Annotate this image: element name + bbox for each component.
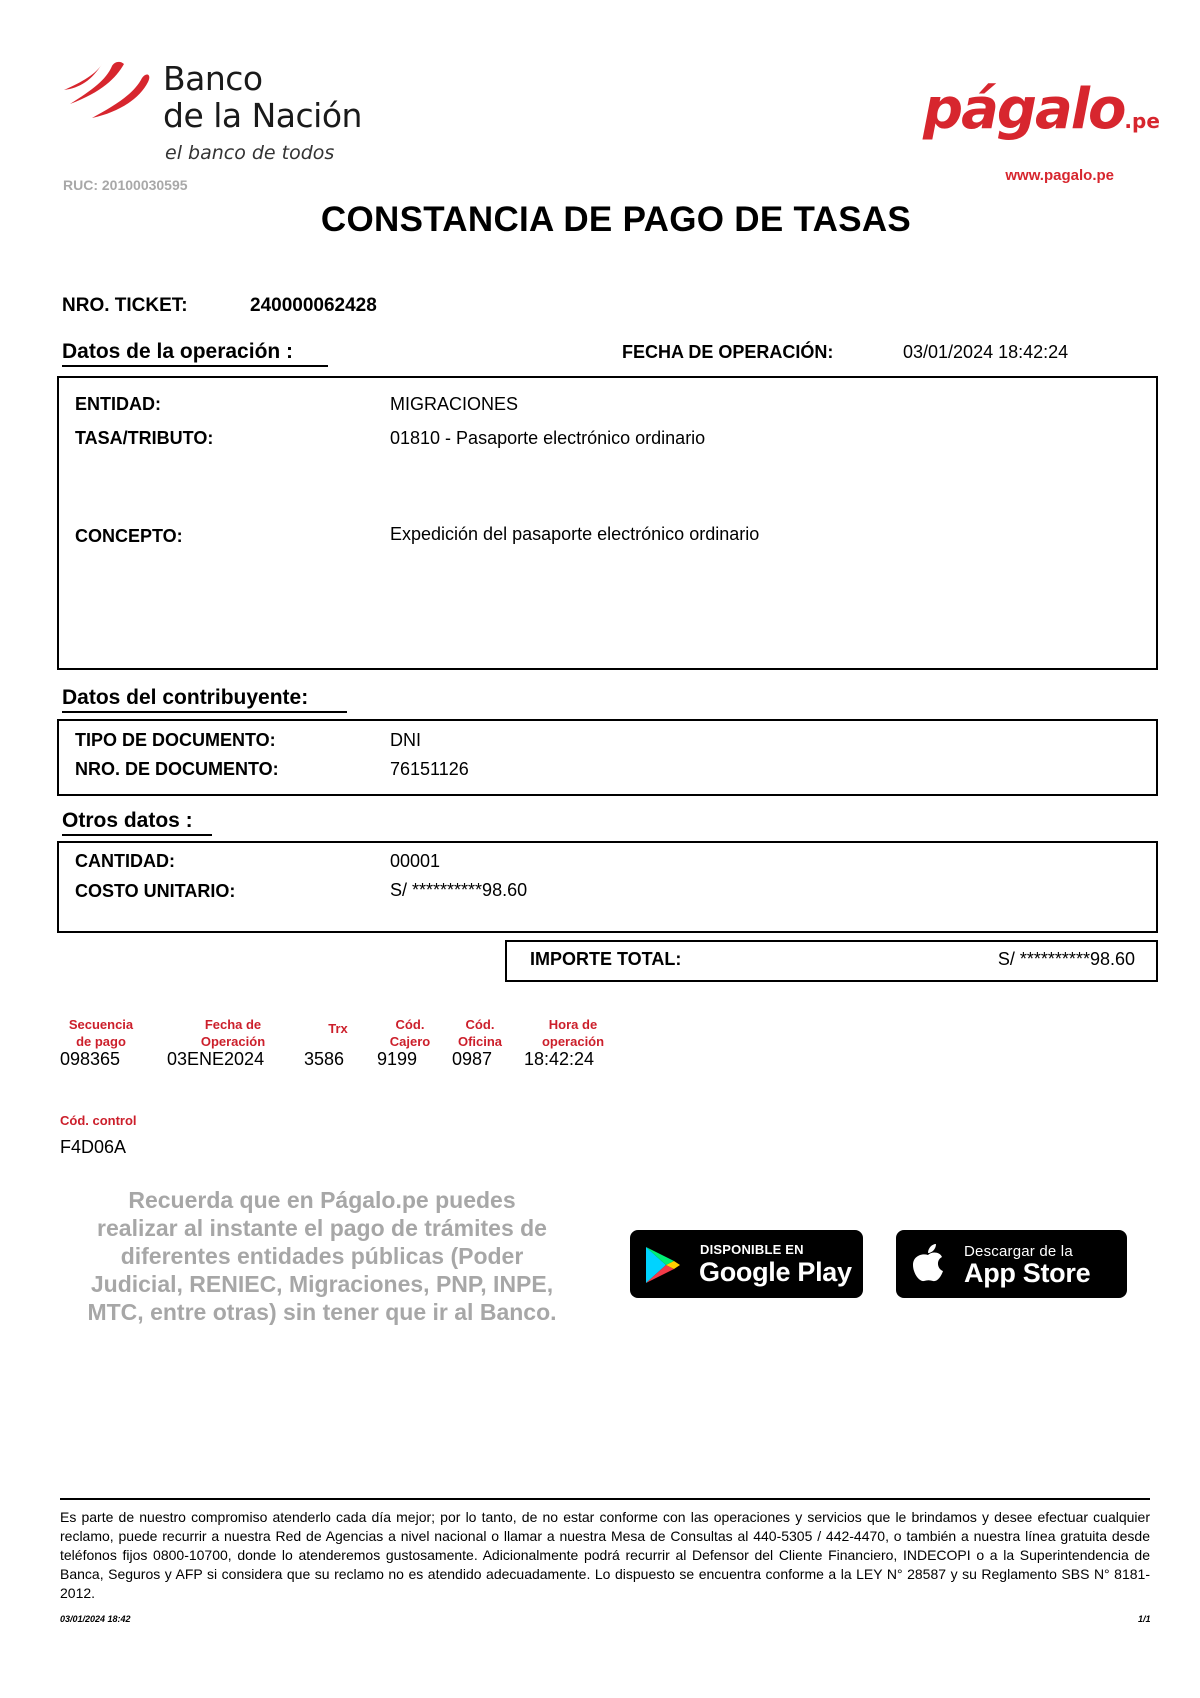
operation-date-value: 03/01/2024 18:42:24 (903, 342, 1069, 362)
tasa-label: TASA/TRIBUTO: (75, 428, 214, 448)
cod-control-label: Cód. control (60, 1113, 137, 1128)
pagalo-logo (923, 77, 1160, 142)
fecha-operacion-label: Fecha de Operación (200, 1017, 266, 1049)
trx-value: 3586 (304, 1049, 345, 1069)
fecha-operacion-value: 03ENE2024 (167, 1049, 265, 1069)
apple-icon (910, 1243, 946, 1283)
operation-date-label: FECHA DE OPERACIÓN: (622, 342, 834, 362)
promo-text: Recuerda que en Págalo.pe puedes realizar al instante el pago de trámites de diferentes entidades públicas (Poder Judicial, RENIEC, Migraciones, PNP, INPE, MTC, entre otras) sin tener que ir al Banco. (87, 1187, 557, 1325)
pagalo-url[interactable]: www.pagalo.pe (1005, 167, 1114, 184)
concepto-value: Expedición del pasaporte electrónico ordinario (390, 524, 760, 544)
tipo-documento-value: DNI (390, 730, 421, 750)
cod-cajero-label: Cód. Cajero (389, 1017, 431, 1049)
cantidad-value: 00001 (390, 851, 441, 871)
hora-operacion-label: Hora de operación (541, 1017, 605, 1049)
operation-box (57, 376, 1158, 670)
footer-divider (60, 1498, 1150, 1500)
footer-timestamp: 03/01/2024 18:42 (60, 1614, 131, 1624)
trx-label: Trx (328, 1021, 348, 1036)
ticket-label: NRO. TICKET: (62, 295, 188, 316)
banco-nacion-swoosh-icon (62, 60, 152, 122)
cod-control-value: F4D06A (60, 1137, 127, 1157)
ticket-value: 240000062428 (250, 295, 377, 316)
importe-total-label: IMPORTE TOTAL: (530, 949, 682, 969)
app-store-button[interactable] (896, 1230, 1127, 1298)
concepto-label: CONCEPTO: (75, 526, 183, 546)
tipo-documento-label: TIPO DE DOCUMENTO: (75, 730, 276, 750)
pagalo-brand: págalo (923, 77, 1125, 142)
footer-disclaimer: Es parte de nuestro compromiso atenderlo cada día mejor; por lo tanto, de no estar conforme con las operaciones y servicios que le brindamos y desee efectuar cualquier reclamo, puede recurrir a nuestra Red de Agencias a nivel nacional o llamar a nuestra Mesa de Consultas al 440-5305 / 442-4470, o también a nuestra línea gratuita desde teléfonos fijos 0800-10700, donde lo atenderemos gustosamente. Adicionalmente podrá recurrir al Defensor del Cliente Financiero, INDECOPI o a la Superintendencia de Banca, Seguros y AFP si considera que su reclamo no es atendido adecuadamente. Lo dispuesto se encuentra conforme a la LEY N° 28587 y su Reglamento SBS N° 8181-2012. (60, 1509, 1150, 1601)
google-play-big-text: Google Play (699, 1257, 852, 1287)
bank-name-line2: de la Nación (163, 96, 362, 135)
secuencia-value: 098365 (60, 1049, 121, 1069)
costo-unitario-label: COSTO UNITARIO: (75, 881, 236, 901)
bank-name (163, 60, 362, 134)
bank-slogan: el banco de todos (165, 142, 335, 164)
footer-page-number: 1/1 (1138, 1614, 1151, 1624)
cod-cajero-value: 9199 (377, 1049, 418, 1069)
importe-total-value: S/ **********98.60 (997, 949, 1135, 969)
app-store-small-text: Descargar de la (964, 1243, 1073, 1260)
pagalo-suffix: .pe (1124, 109, 1160, 133)
page-title: CONSTANCIA DE PAGO DE TASAS (320, 200, 912, 239)
google-play-button[interactable] (630, 1230, 863, 1298)
nro-documento-label: NRO. DE DOCUMENTO: (75, 759, 279, 779)
operation-section-title: Datos de la operación : (62, 340, 328, 367)
cantidad-label: CANTIDAD: (75, 851, 175, 871)
app-store-big-text: App Store (964, 1258, 1091, 1288)
banco-nacion-logo (62, 60, 152, 122)
google-play-icon (644, 1245, 682, 1285)
costo-unitario-value: S/ **********98.60 (390, 880, 528, 900)
nro-documento-value: 76151126 (390, 759, 469, 779)
ruc-number: RUC: 20100030595 (63, 177, 188, 193)
entidad-label: ENTIDAD: (75, 394, 161, 414)
cod-oficina-value: 0987 (452, 1049, 493, 1069)
entidad-value: MIGRACIONES (390, 394, 519, 414)
google-play-small-text: DISPONIBLE EN (700, 1242, 804, 1257)
secuencia-label: Secuencia de pago (68, 1017, 134, 1049)
hora-operacion-value: 18:42:24 (524, 1049, 595, 1069)
contribuyente-section-title: Datos del contribuyente: (62, 686, 347, 713)
tasa-value: 01810 - Pasaporte electrónico ordinario (390, 428, 706, 448)
otros-section-title: Otros datos : (62, 809, 212, 836)
bank-name-line1: Banco (163, 59, 263, 98)
cod-oficina-label: Cód. Oficina (457, 1017, 503, 1049)
